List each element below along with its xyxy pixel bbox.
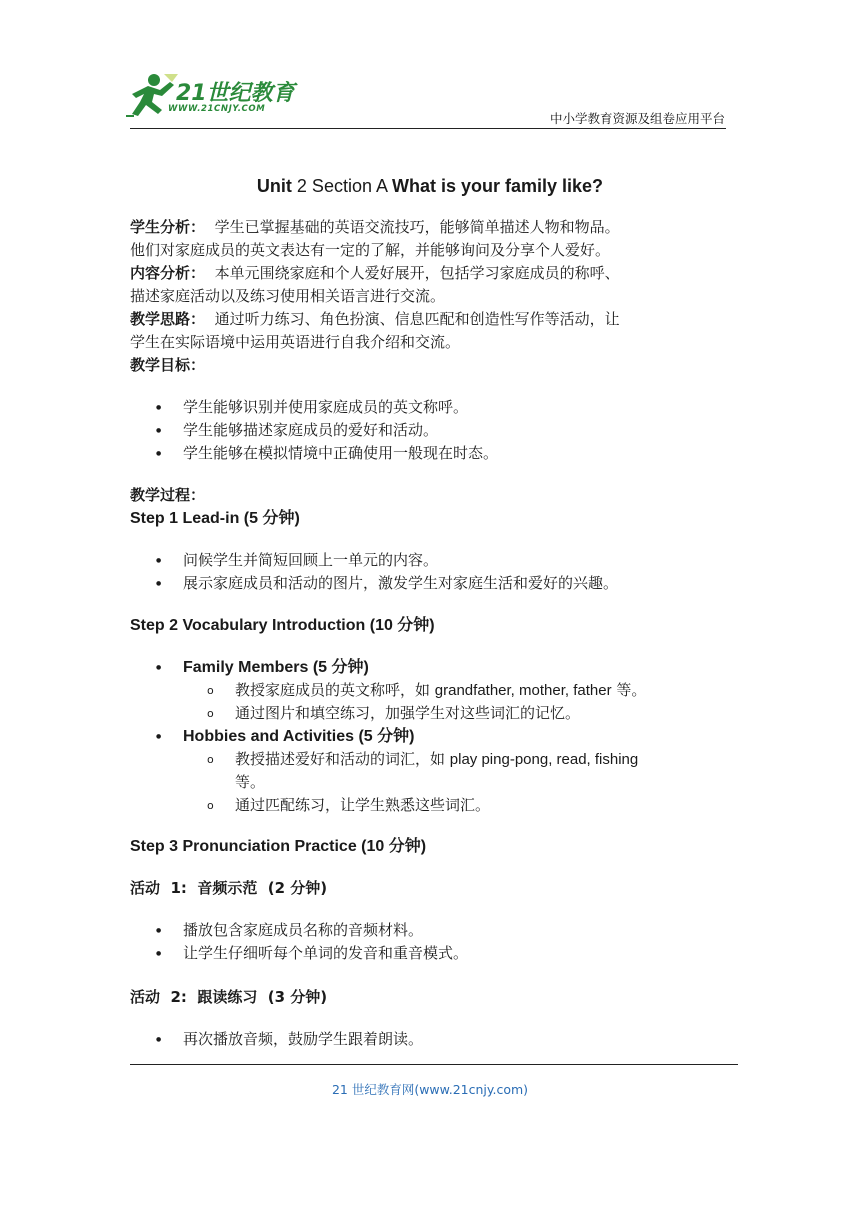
step-1-heading: Step 1 Lead-in (5 分钟) <box>130 510 300 527</box>
hollow-circle-bullet-icon: o <box>207 684 214 697</box>
platform-name: 中小学教育资源及组卷应用平台 <box>549 111 725 126</box>
family-item-text-c: 等。 <box>611 681 647 699</box>
filled-circle-bullet-icon <box>156 396 161 419</box>
filled-circle-bullet-icon <box>156 656 161 679</box>
teaching-process-label: 教学过程： <box>130 486 206 504</box>
content-analysis-text-1: 本单元围绕家庭和个人爱好展开，包括学习家庭成员的称呼、 <box>214 264 620 282</box>
step-1-item: 问候学生并简短回顾上一单元的内容。 <box>183 551 439 569</box>
activity-1-item: 让学生仔细听每个单词的发音和重音模式。 <box>183 944 469 962</box>
goal-item: 学生能够在模拟情境中正确使用一般现在时态。 <box>183 444 499 462</box>
step-3-heading: Step 3 Pronunciation Practice (10 分钟) <box>130 838 427 855</box>
goal-item: 学生能够描述家庭成员的爱好和活动。 <box>183 421 439 439</box>
family-members-heading: Family Members (5 分钟) <box>183 659 369 676</box>
hobby-item-words: play ping-pong, read, fishing <box>449 751 639 768</box>
hollow-circle-bullet-icon: o <box>207 707 214 720</box>
footer-divider <box>130 1064 738 1065</box>
filled-circle-bullet-icon <box>156 1028 161 1051</box>
family-members-item: 通过图片和填空练习，加强学生对这些词汇的记忆。 <box>235 704 581 722</box>
activity-1-heading: 活动 1: 音频示范 (2 分钟) <box>130 879 328 897</box>
student-analysis <box>130 216 730 262</box>
title-unit: Unit <box>256 176 292 196</box>
goal-item: 学生能够识别并使用家庭成员的英文称呼。 <box>183 398 469 416</box>
family-item-words: grandfather, mother, father <box>434 682 612 699</box>
hollow-circle-bullet-icon: o <box>207 753 214 766</box>
step-2-heading: Step 2 Vocabulary Introduction (10 分钟) <box>130 617 435 634</box>
filled-circle-bullet-icon <box>156 942 161 965</box>
activity-2-heading: 活动 2: 跟读练习 (3 分钟) <box>130 988 328 1006</box>
filled-circle-bullet-icon <box>156 725 161 748</box>
activity-1-item: 播放包含家庭成员名称的音频材料。 <box>183 921 424 939</box>
family-members-item <box>235 679 646 702</box>
site-logo[interactable] <box>124 70 294 122</box>
title-topic: What is your family like? <box>392 176 604 196</box>
content-analysis-text-2: 描述家庭活动以及练习使用相关语言进行交流。 <box>130 287 446 305</box>
hobby-item-text-c: 等。 <box>235 773 266 791</box>
teaching-idea-text-1: 通过听力练习、角色扮演、信息匹配和创造性写作等活动，让 <box>214 310 620 328</box>
hollow-circle-bullet-icon: o <box>207 799 214 812</box>
hobbies-heading: Hobbies and Activities (5 分钟) <box>183 728 415 745</box>
hobbies-item: 通过匹配练习，让学生熟悉这些词汇。 <box>235 796 491 814</box>
activity-2-item: 再次播放音频，鼓励学生跟着朗读。 <box>183 1030 424 1048</box>
logo-url: WWW.21CNJY.COM <box>168 104 266 114</box>
teaching-goals-label: 教学目标： <box>130 356 206 374</box>
footer-link[interactable]: 21 世纪教育网(www.21cnjy.com) <box>331 1082 529 1097</box>
filled-circle-bullet-icon <box>156 549 161 572</box>
filled-circle-bullet-icon <box>156 919 161 942</box>
step-1-item: 展示家庭成员和活动的图片，激发学生对家庭生活和爱好的兴趣。 <box>183 574 619 592</box>
student-analysis-label: 学生分析： <box>130 218 206 236</box>
title-section: 2 Section A <box>291 176 392 196</box>
teaching-idea <box>130 308 730 354</box>
filled-circle-bullet-icon <box>156 572 161 595</box>
hobbies-item <box>235 748 638 771</box>
filled-circle-bullet-icon <box>156 442 161 465</box>
family-item-text-a: 教授家庭成员的英文称呼，如 <box>235 681 435 699</box>
header-divider <box>130 128 726 129</box>
logo-wordmark: 21世纪教育 <box>176 81 295 106</box>
teaching-idea-label: 教学思路： <box>130 310 206 328</box>
student-analysis-text-2: 他们对家庭成员的英文表达有一定的了解，并能够询问及分享个人爱好。 <box>130 241 611 259</box>
page-title <box>0 176 860 197</box>
content-analysis <box>130 262 730 308</box>
teaching-idea-text-2: 学生在实际语境中运用英语进行自我介绍和交流。 <box>130 333 461 351</box>
student-analysis-text-1: 学生已掌握基础的英语交流技巧，能够简单描述人物和物品。 <box>214 218 620 236</box>
content-analysis-label: 内容分析： <box>130 264 206 282</box>
filled-circle-bullet-icon <box>156 419 161 442</box>
hobby-item-text-a: 教授描述爱好和活动的词汇，如 <box>235 750 450 768</box>
